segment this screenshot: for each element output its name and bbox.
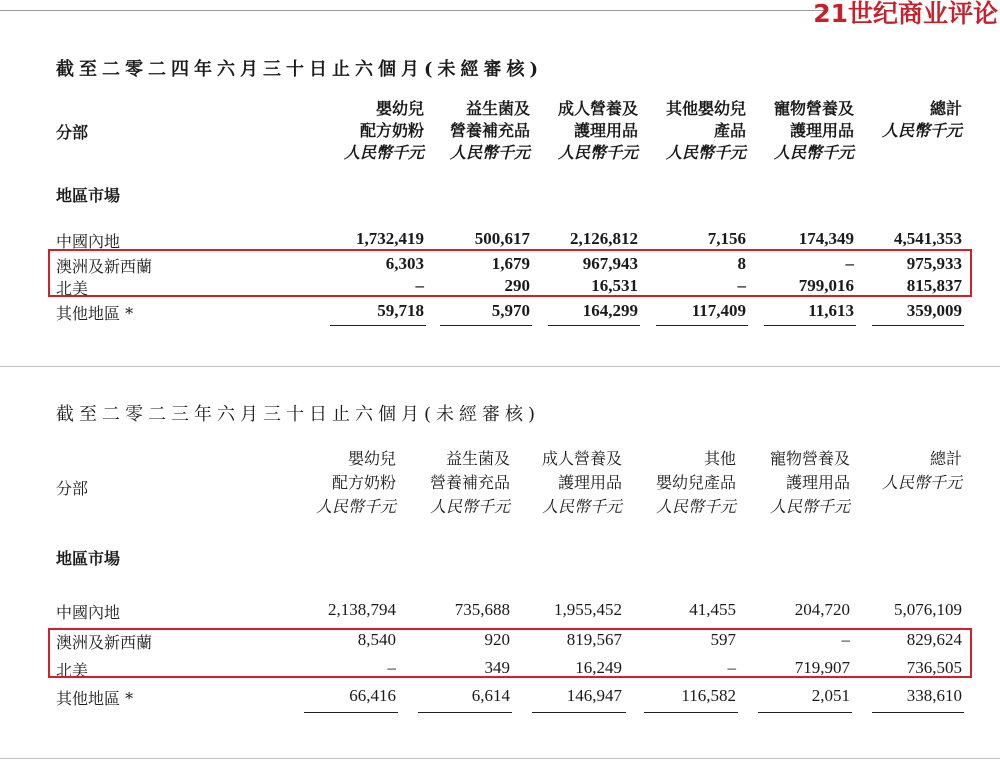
table-cell: 920	[484, 630, 510, 649]
header-line: 其他嬰幼兒	[665, 99, 746, 118]
section-title: 截至二零二四年六月三十日止六個月(未經審核)	[56, 59, 544, 80]
table-cell: 5,076,109	[894, 600, 962, 619]
header-line: 成人營養及	[541, 449, 622, 468]
table-cell: 597	[710, 630, 736, 649]
header-line: 嬰幼兒	[347, 449, 396, 468]
header-line: 總計	[929, 99, 962, 118]
row-label-other-regions: 其他地區 *	[56, 689, 134, 708]
header-unit: 人民幣千元	[449, 143, 530, 162]
table-cell: 4,541,353	[894, 229, 962, 248]
segment-label: 分部	[56, 479, 89, 498]
header-line: 寵物營養及	[769, 449, 850, 468]
row-label-australia-nz: 澳洲及新西蘭	[56, 633, 153, 652]
column-header-pet-nutrition	[774, 98, 854, 164]
table-cell: –	[845, 254, 854, 273]
total-underline	[532, 712, 626, 713]
table-cell: 146,947	[566, 686, 622, 705]
header-unit: 人民幣千元	[557, 143, 638, 162]
row-label-other-regions: 其他地區 *	[56, 304, 134, 323]
header-unit: 人民幣千元	[881, 121, 962, 140]
bottom-rule	[0, 758, 1000, 759]
header-line: 嬰幼兒	[375, 99, 424, 118]
table-cell: 815,837	[906, 276, 962, 295]
header-line: 護理用品	[557, 473, 622, 492]
highlight-box	[48, 628, 972, 678]
table-cell: 164,299	[582, 301, 638, 320]
header-line: 其他	[703, 449, 736, 468]
table-cell: –	[387, 658, 396, 677]
table-cell: –	[737, 276, 746, 295]
column-header-infant-formula	[316, 447, 396, 519]
publisher-watermark: 21世纪商业评论	[813, 0, 998, 28]
table-cell: 2,138,794	[328, 600, 396, 619]
column-header-adult-nutrition	[558, 98, 638, 164]
segment-label: 分部	[56, 123, 89, 142]
table-cell: 6,614	[471, 686, 510, 705]
table-cell: 719,907	[794, 658, 850, 677]
table-cell: –	[727, 658, 736, 677]
table-cell: 735,688	[454, 600, 510, 619]
total-underline	[764, 325, 856, 326]
table-cell: 1,732,419	[356, 229, 424, 248]
header-line: 成人營養及	[557, 99, 638, 118]
total-underline	[644, 712, 738, 713]
total-underline	[548, 325, 640, 326]
header-line: 營養補充品	[429, 473, 510, 492]
table-cell: 174,349	[798, 229, 854, 248]
region-heading: 地區市場	[56, 186, 121, 205]
header-line: 總計	[929, 449, 962, 468]
table-cell: 1,955,452	[554, 600, 622, 619]
table-cell: 16,249	[575, 658, 622, 677]
table-cell: 349	[484, 658, 510, 677]
row-label-mainland-china: 中國內地	[56, 232, 121, 251]
table-cell: 117,409	[691, 301, 746, 320]
table-cell: 1,679	[491, 254, 530, 273]
header-unit: 人民幣千元	[429, 497, 510, 516]
column-header-total	[882, 98, 962, 142]
table-cell: 116,582	[681, 686, 736, 705]
header-line: 護理用品	[573, 121, 638, 140]
table-cell: 829,624	[906, 630, 962, 649]
total-underline	[656, 325, 748, 326]
table-2024	[0, 0, 1000, 366]
table-cell: 736,505	[906, 658, 962, 677]
header-unit: 人民幣千元	[541, 497, 622, 516]
table-cell: 16,531	[591, 276, 638, 295]
table-cell: 8	[737, 254, 746, 273]
total-underline	[418, 712, 512, 713]
column-header-adult-nutrition	[542, 447, 622, 519]
total-underline	[304, 712, 398, 713]
total-underline	[758, 712, 852, 713]
header-line: 益生菌及	[445, 449, 510, 468]
header-line: 營養補充品	[449, 121, 530, 140]
table-cell: 975,933	[906, 254, 962, 273]
column-header-other-infant	[656, 447, 736, 519]
table-cell: 359,009	[906, 301, 962, 320]
row-label-mainland-china: 中國內地	[56, 603, 121, 622]
header-unit: 人民幣千元	[773, 143, 854, 162]
row-label-north-america: 北美	[56, 279, 89, 298]
header-line: 寵物營養及	[773, 99, 854, 118]
row-label-north-america: 北美	[56, 661, 89, 680]
header-line: 產品	[713, 121, 746, 140]
header-line: 護理用品	[789, 121, 854, 140]
table-cell: 59,718	[377, 301, 424, 320]
header-unit: 人民幣千元	[665, 143, 746, 162]
header-line: 嬰幼兒產品	[655, 473, 736, 492]
table-cell: 11,613	[808, 301, 854, 320]
table-cell: 66,416	[349, 686, 396, 705]
total-underline	[440, 325, 532, 326]
column-header-probiotics	[430, 447, 510, 519]
column-header-probiotics	[450, 98, 530, 164]
table-cell: 41,455	[689, 600, 736, 619]
table-cell: –	[415, 276, 424, 295]
section-title: 截至二零二三年六月三十日止六個月(未經審核)	[56, 404, 541, 425]
table-cell: –	[841, 630, 850, 649]
header-line: 配方奶粉	[331, 473, 396, 492]
row-label-australia-nz: 澳洲及新西蘭	[56, 257, 153, 276]
table-cell: 338,610	[906, 686, 962, 705]
header-line: 護理用品	[785, 473, 850, 492]
header-unit: 人民幣千元	[343, 143, 424, 162]
total-underline	[872, 712, 964, 713]
region-heading: 地區市場	[56, 549, 121, 568]
table-cell: 967,943	[582, 254, 638, 273]
table-cell: 2,126,812	[570, 229, 638, 248]
column-header-total	[882, 447, 962, 495]
total-underline	[330, 325, 426, 326]
table-cell: 8,540	[357, 630, 396, 649]
header-unit: 人民幣千元	[655, 497, 736, 516]
table-2023	[0, 366, 1000, 758]
header-unit: 人民幣千元	[315, 497, 396, 516]
column-header-pet-nutrition	[770, 447, 850, 519]
table-cell: 500,617	[474, 229, 530, 248]
table-cell: 819,567	[566, 630, 622, 649]
column-header-infant-formula	[344, 98, 424, 164]
table-cell: 204,720	[794, 600, 850, 619]
table-cell: 7,156	[707, 229, 746, 248]
table-cell: 290	[504, 276, 530, 295]
total-underline	[872, 325, 964, 326]
header-unit: 人民幣千元	[769, 497, 850, 516]
table-cell: 799,016	[798, 276, 854, 295]
header-line: 益生菌及	[465, 99, 530, 118]
table-cell: 2,051	[811, 686, 850, 705]
column-header-other-infant	[666, 98, 746, 164]
table-cell: 6,303	[385, 254, 424, 273]
header-line: 配方奶粉	[359, 121, 424, 140]
table-cell: 5,970	[491, 301, 530, 320]
header-unit: 人民幣千元	[881, 473, 962, 492]
highlight-box	[48, 249, 972, 297]
